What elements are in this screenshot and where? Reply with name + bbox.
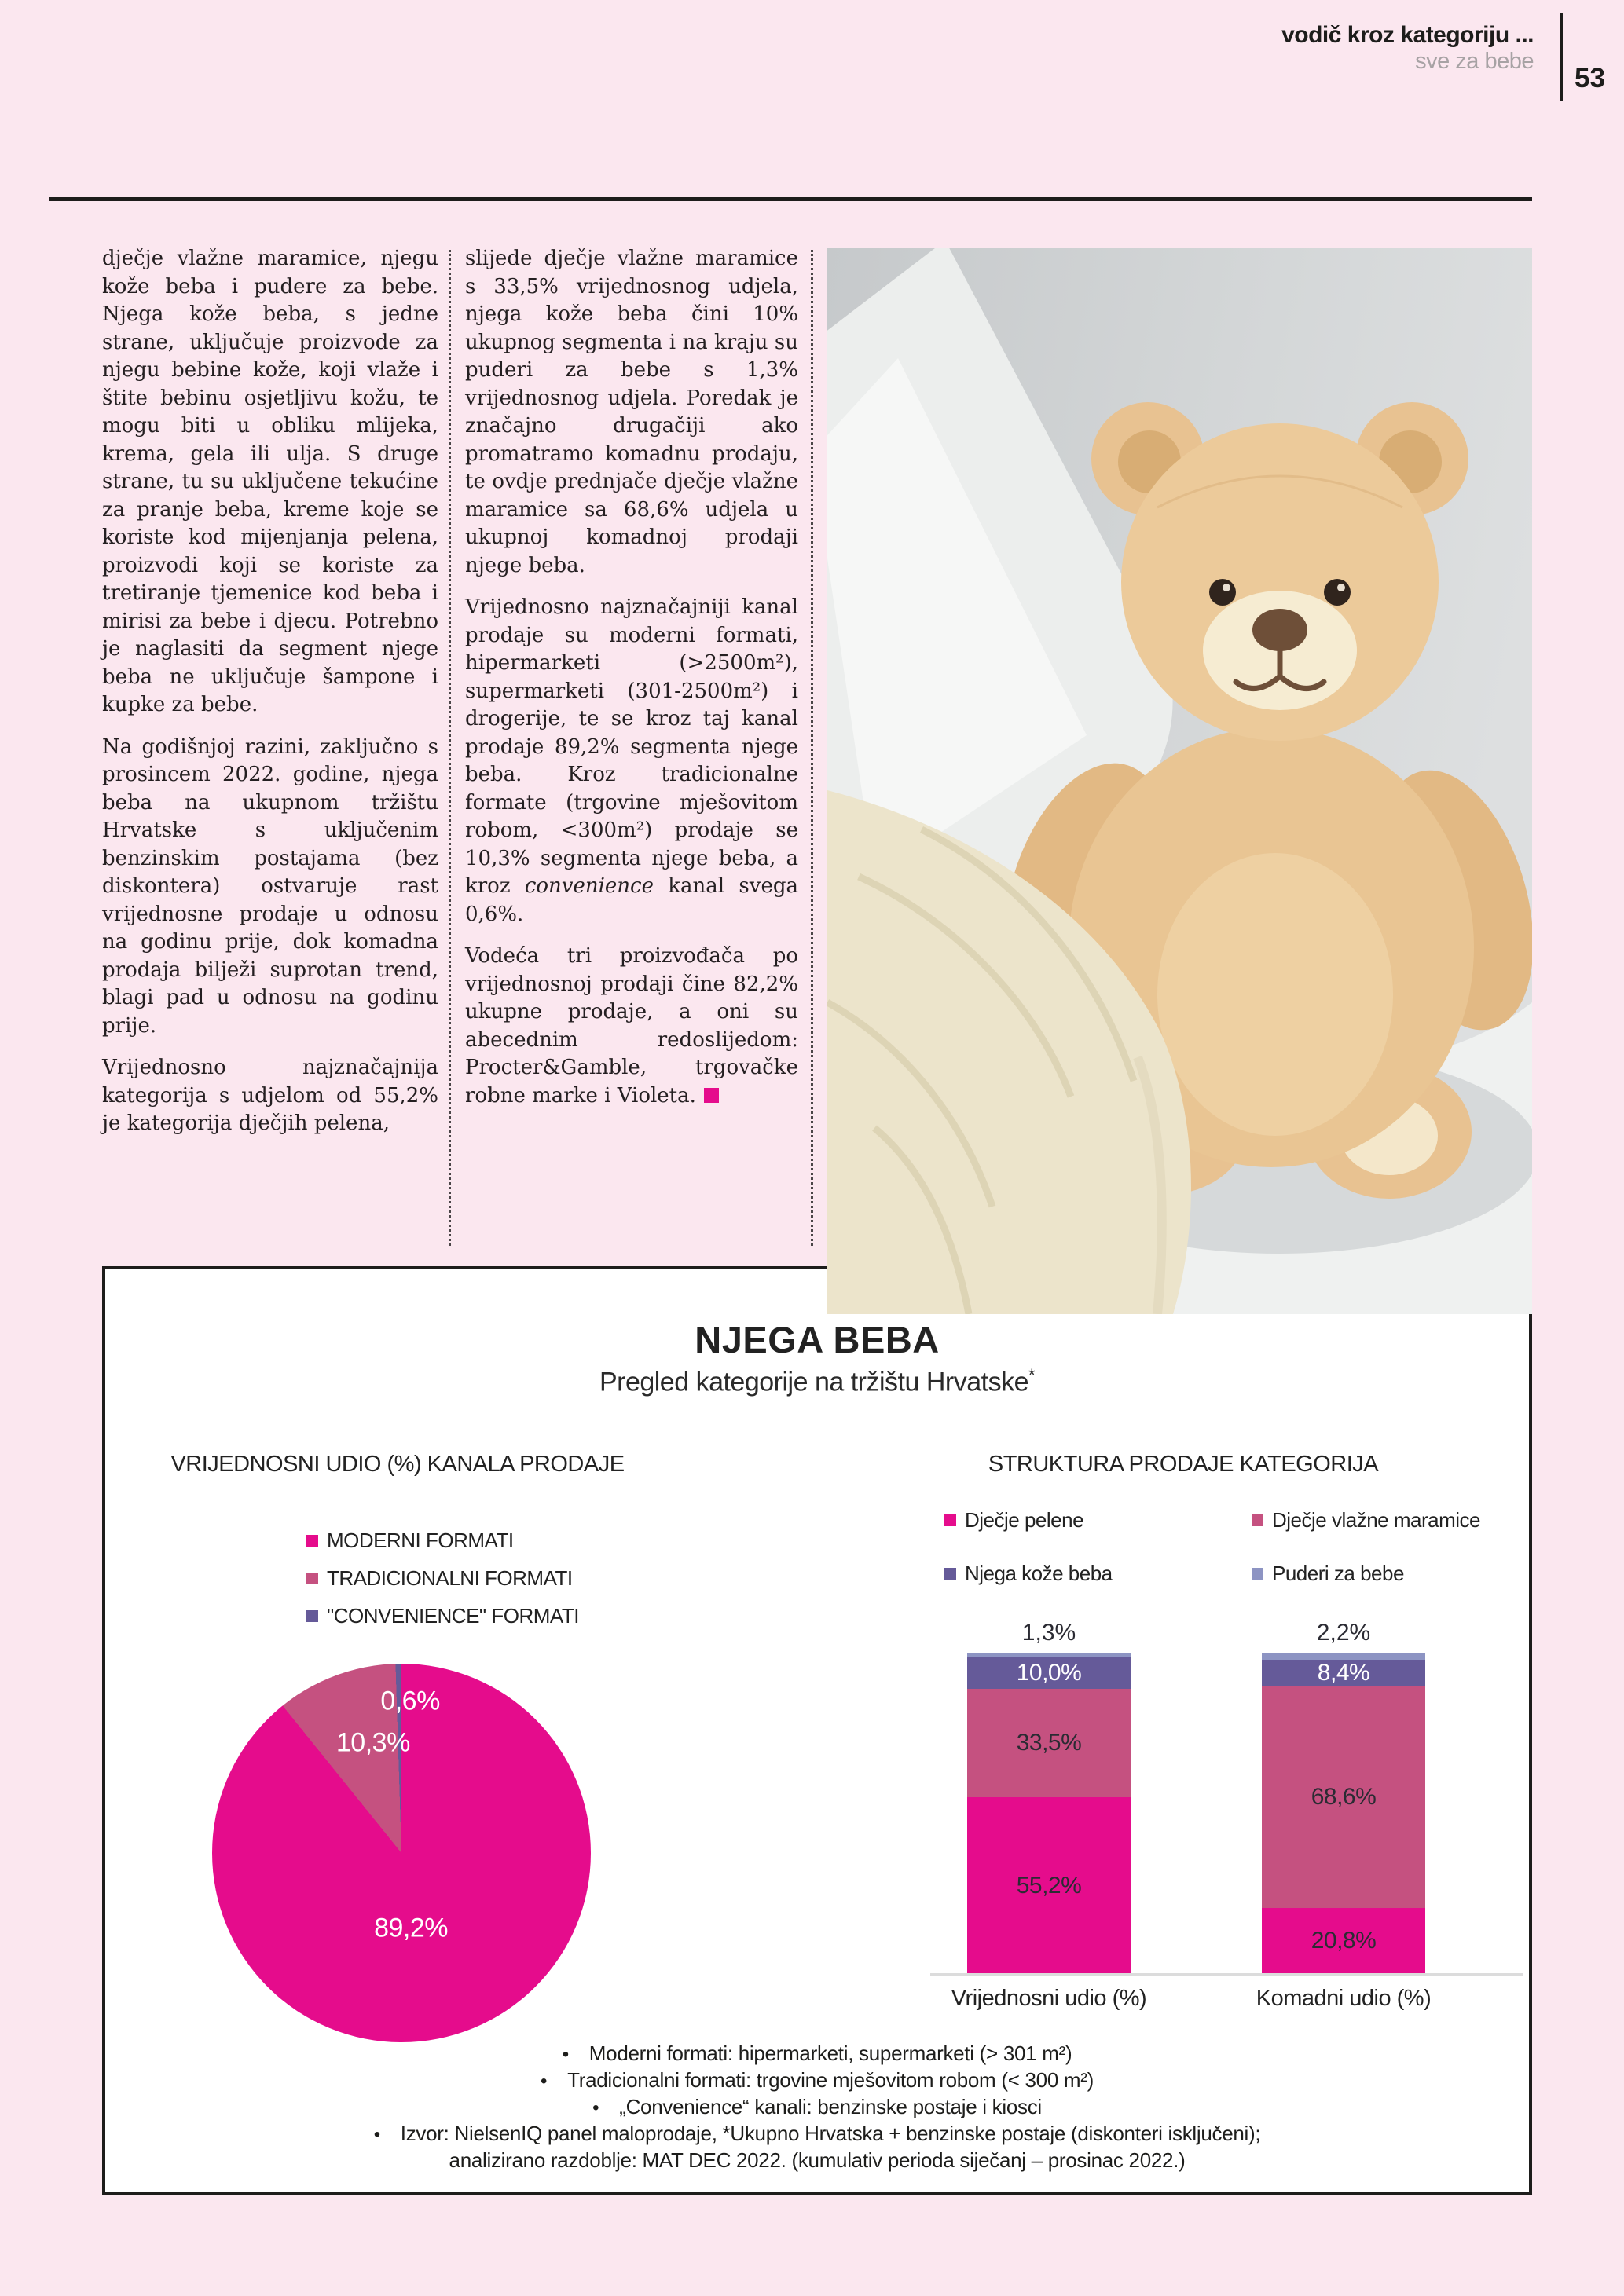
bullet-icon: • (373, 2124, 380, 2145)
legend-swatch-icon (1252, 1514, 1263, 1526)
legend-swatch-icon (944, 1568, 956, 1580)
legend-item-moderni-formati: MODERNI FORMATI (306, 1529, 514, 1553)
chart-panel-title: NJEGA BEBA (695, 1319, 940, 1360)
bullet-icon: • (562, 2044, 569, 2065)
paragraph: Vrijednosno najznačajnija kategorija s udjelom od 55,2% je kategorija dječjih pelena, (102, 1056, 438, 1135)
pie-chart-heading: VRIJEDNOSNI UDIO (%) KANALA PRODAJE (170, 1452, 625, 1477)
legend-item-djecje-vlazne-maramice: Dječje vlažne maramice (1252, 1508, 1480, 1532)
legend-item-njega-koze-beba: Njega kože beba (944, 1562, 1113, 1586)
pie-value-label: 0,6% (380, 1686, 440, 1716)
header-divider (1560, 13, 1563, 101)
pie-value-label: 89,2% (374, 1913, 448, 1943)
footnote-line: • Izvor: NielsenIQ panel maloprodaje, *Ukupno Hrvatska + benzinske postaje (diskonteri isključeni); (105, 2121, 1529, 2148)
legend-item-tradicionalni-formati: TRADICIONALNI FORMATI (306, 1566, 573, 1591)
bar-chart-heading: STRUKTURA PRODAJE KATEGORIJA (988, 1452, 1379, 1477)
chart-footnotes (105, 2041, 1529, 2173)
stacked-bar: 8,4% 68,6% 20,8% (1262, 1653, 1425, 1975)
bullet-icon: • (592, 2097, 599, 2118)
legend-swatch-icon (306, 1573, 318, 1584)
chart-panel-subtitle: Pregled kategorije na tržištu Hrvatske* (599, 1365, 1036, 1397)
column-separator (811, 250, 813, 1246)
bar-category-label: Vrijednosni udio (%) (951, 1986, 1147, 2011)
top-rule (49, 197, 1532, 201)
header-category-guide: vodič kroz kategoriju ... (1281, 22, 1534, 48)
footnote-line: • „Convenience“ kanali: benzinske postaje i kiosci (105, 2094, 1529, 2121)
article-end-marker (704, 1088, 719, 1103)
column-separator (449, 250, 451, 1246)
legend-item-puderi-za-bebe: Puderi za bebe (1252, 1562, 1404, 1586)
paragraph: Vrijednosno najznačajniji kanal prodaje su moderni formati, hipermarketi (>2500m²), supermarketi (301-2500m²) i drogerije, te se kroz taj kanal prodaje 89,2% segmenta njege beba. Kroz tradicionalne formate (trgovine mješovitom robom, <300m²) prodaje se 10,3% segmenta njege beba, a kroz convenience kanal svega 0,6%. (465, 595, 798, 926)
page-header (1281, 22, 1534, 75)
article-column-2 (465, 245, 798, 1124)
article-column-1 (102, 245, 438, 1152)
paragraph: slijede dječje vlažne maramice s 33,5% vrijednosnog udjela, njega kože beba čini 10% ukupnog segmenta i na kraju su puderi za bebe s 1,3% vrijednosnog udjela. Poredak je značajno drugačiji ako promatramo komadnu prodaju, te ovdje prednjače dječje vlažne maramice sa 68,6% udjela u ukupnoj komadnoj prodaji njege beba. (465, 247, 798, 577)
legend-swatch-icon (306, 1610, 318, 1622)
teddy-bear-illustration (827, 248, 1532, 1314)
bar-axis-line (930, 1973, 1523, 1976)
legend-swatch-icon (944, 1514, 956, 1526)
paragraph: Vodeća tri proizvođača po vrijednosnoj prodaji čine 82,2% ukupne prodaje, a oni su abecednim redoslijedom: Procter&Gamble, trgovačke robne marke i Violeta. (465, 944, 798, 1108)
bar-category-label: Komadni udio (%) (1256, 1986, 1432, 2011)
paragraph: dječje vlažne maramice, njegu kože beba i pudere za bebe. Njega kože beba, s jedne strane, uključuje proizvode za njegu bebine kože, koji vlaže i štite bebinu osjetljivu kožu, te mogu biti u obliku mlijeka, krema, gela ili ulja. S druge strane, tu su uključene tekućine za pranje beba, kreme koje se koriste kod mijenjanja pelena, proizvodi koji se koriste za tretiranje tjemenice kod beba i mirisi za bebe i djecu. Potrebno je naglasiti da segment njege beba ne uključuje šampone i kupke za bebe. (102, 247, 438, 716)
footnote-line: • Tradicionalni formati: trgovine mješovitom robom (< 300 m²) (105, 2067, 1529, 2094)
bullet-icon: • (541, 2071, 548, 2092)
stacked-bar: 10,0% 33,5% 55,2% (967, 1653, 1131, 1975)
bar-outside-value-label: 2,2% (1316, 1620, 1371, 1646)
legend-item-djecje-pelene: Dječje pelene (944, 1508, 1083, 1532)
paragraph: Na godišnjoj razini, zaključno s prosincem 2022. godine, njega beba na ukupnom tržištu Hrvatske s uključenim benzinskim postajama (bez diskontera) ostvaruje rast vrijednosne prodaje u odnosu na godinu prije, dok komadna prodaja bilježi suprotan trend, blagi pad u odnosu na godinu prije. (102, 734, 438, 1038)
pie-chart (212, 1664, 591, 2042)
legend-item-convenience-formati: "CONVENIENCE" FORMATI (306, 1604, 579, 1628)
chart-panel (102, 1266, 1532, 2195)
legend-swatch-icon (306, 1535, 318, 1547)
legend-swatch-icon (1252, 1568, 1263, 1580)
page-number: 53 (1575, 63, 1605, 93)
pie-value-label: 10,3% (335, 1727, 410, 1758)
footnote-line: analizirano razdoblje: MAT DEC 2022. (kumulativ perioda siječanj – prosinac 2022.) (449, 2148, 1186, 2172)
footnote-line: • Moderni formati: hipermarketi, supermarketi (> 301 m²) (105, 2041, 1529, 2067)
bar-outside-value-label: 1,3% (1021, 1620, 1076, 1646)
header-section-label: sve za bebe (1415, 49, 1534, 74)
teddy-bear-photo (827, 248, 1532, 1314)
